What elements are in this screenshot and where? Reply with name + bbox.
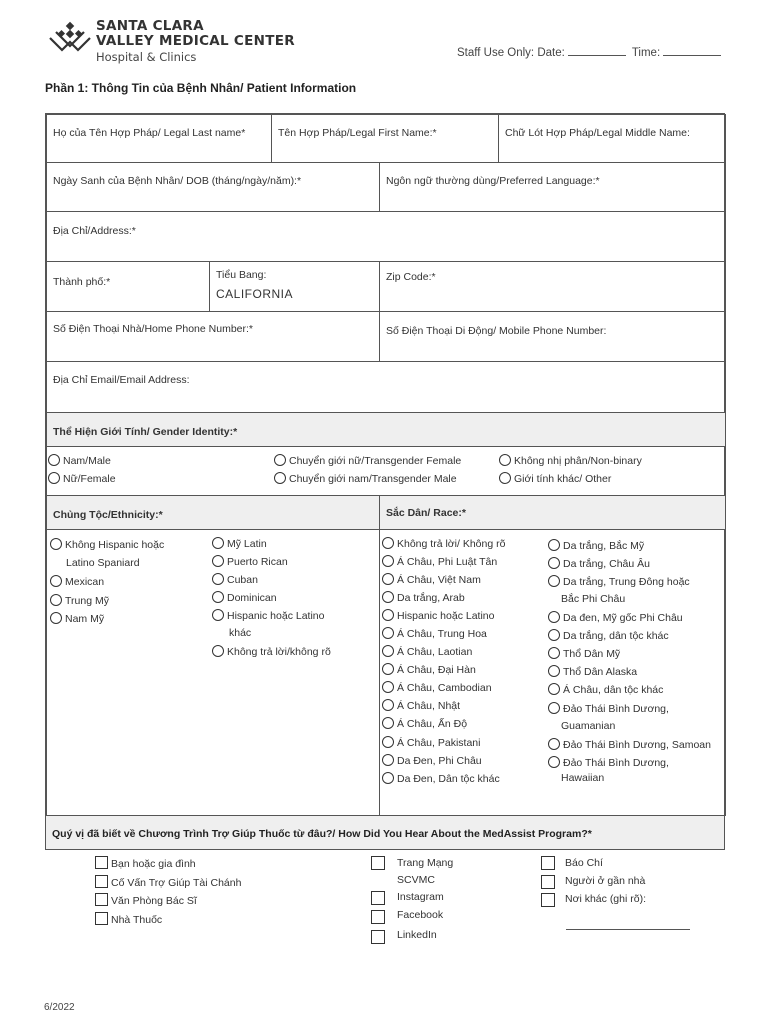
ethnicity-option-label-cont: khác: [229, 627, 252, 639]
radio-icon[interactable]: [382, 555, 394, 567]
referral-checkbox-linkedin[interactable]: [371, 930, 385, 944]
race-option-asian-other[interactable]: [548, 683, 663, 697]
referral-option-pharmacy[interactable]: [95, 912, 162, 927]
org-name-line2: VALLEY MEDICAL CENTER: [96, 33, 295, 49]
race-option-samoan[interactable]: [548, 738, 711, 752]
radio-icon[interactable]: [50, 594, 62, 606]
radio-icon[interactable]: [212, 591, 224, 603]
logo-icon: [48, 20, 92, 60]
referral-option-financial-counselor[interactable]: [95, 875, 241, 890]
race-option-label: Hispanic hoặc Latino: [397, 610, 495, 622]
race-option-native-american[interactable]: [548, 647, 620, 661]
radio-icon[interactable]: [48, 472, 60, 484]
race-option-label: Á Châu, dân tộc khác: [563, 684, 664, 696]
race-option-label: Á Châu, Việt Nam: [397, 574, 481, 586]
race-option-label-cont: Hawaiian: [561, 772, 605, 784]
race-option-label-cont: Guamanian: [561, 720, 616, 732]
address-label: Địa Chỉ/Address:*: [53, 225, 136, 237]
radio-icon[interactable]: [212, 573, 224, 585]
race-option-label: Da trắng, Arab: [397, 592, 465, 604]
referral-option-doctor-office[interactable]: [95, 893, 197, 908]
gender-option-female[interactable]: [48, 472, 116, 486]
checkbox-icon[interactable]: [95, 856, 108, 869]
referral-option-other: Nơi khác (ghi rõ):: [565, 893, 646, 905]
radio-icon[interactable]: [382, 591, 394, 603]
radio-icon[interactable]: [548, 683, 560, 695]
radio-icon[interactable]: [274, 472, 286, 484]
race-option-alaska-native[interactable]: [548, 665, 637, 679]
referral-other-blank[interactable]: [566, 929, 690, 930]
radio-icon[interactable]: [382, 609, 394, 621]
address-field[interactable]: [46, 211, 726, 262]
ethnicity-heading-cell: [46, 495, 380, 530]
ethnicity-option-dominican[interactable]: [212, 591, 277, 605]
checkbox-icon[interactable]: [95, 875, 108, 888]
gender-option-nonbinary[interactable]: [499, 454, 642, 468]
radio-icon[interactable]: [499, 454, 511, 466]
ethnicity-option-non-hispanic[interactable]: [50, 538, 164, 552]
radio-icon[interactable]: [548, 629, 560, 641]
radio-icon[interactable]: [548, 647, 560, 659]
race-option-black-other[interactable]: [382, 772, 500, 786]
checkbox-icon[interactable]: [95, 912, 108, 925]
radio-icon[interactable]: [499, 472, 511, 484]
radio-icon[interactable]: [382, 537, 394, 549]
org-subtitle: Hospital & Clinics: [96, 50, 197, 64]
ethnicity-option-label: Trung Mỹ: [65, 595, 109, 607]
race-option-laotian[interactable]: [382, 645, 472, 659]
radio-icon[interactable]: [548, 557, 560, 569]
race-option-label: Á Châu, Nhật: [397, 700, 461, 712]
race-option-filipino[interactable]: [382, 555, 497, 569]
gender-option-other[interactable]: [499, 472, 611, 486]
race-option-label: Á Châu, Pakistani: [397, 737, 481, 749]
race-option-japanese[interactable]: [382, 699, 460, 713]
race-option-african-american[interactable]: [548, 611, 683, 625]
radio-icon[interactable]: [548, 665, 560, 677]
ethnicity-option-label: Không trả lời/không rõ: [227, 646, 331, 658]
referral-option-family[interactable]: [95, 856, 196, 871]
radio-icon[interactable]: [212, 645, 224, 657]
ethnicity-option-other-hispanic[interactable]: [212, 609, 324, 623]
gender-option-trans-male[interactable]: [274, 472, 457, 486]
radio-icon[interactable]: [50, 538, 62, 550]
home-phone-field[interactable]: [46, 311, 380, 362]
checkbox-icon[interactable]: [95, 893, 108, 906]
form-revision-date: 6/2022: [44, 1002, 75, 1013]
email-label: Địa Chỉ Email/Email Address:: [53, 374, 190, 386]
staff-time-blank[interactable]: [663, 47, 721, 56]
ethnicity-option-label: Mỹ Latin: [227, 538, 267, 550]
staff-use-line: [457, 47, 724, 59]
gender-option-male[interactable]: [48, 454, 111, 468]
zip-field[interactable]: [379, 261, 726, 312]
ethnicity-option-label-cont: Latino Spaniard: [66, 557, 140, 569]
referral-option-label: Bạn hoặc gia đình: [111, 858, 196, 870]
race-option-indian[interactable]: [382, 717, 467, 731]
radio-icon[interactable]: [382, 754, 394, 766]
referral-checkbox-other[interactable]: [541, 893, 555, 907]
ethnicity-option-central-american[interactable]: [50, 594, 109, 608]
dob-field[interactable]: [46, 162, 380, 212]
referral-heading: Quý vị đã biết về Chương Trình Trợ Giúp Thuốc từ đâu?/ How Did You Hear About the MedAssist Program?*: [52, 828, 592, 840]
referral-option-website-cont: SCVMC: [397, 874, 435, 886]
referral-checkbox-newspaper[interactable]: [541, 856, 555, 870]
state-field[interactable]: [209, 261, 380, 312]
referral-option-neighbor: Người ở gần nhà: [565, 875, 646, 887]
radio-icon[interactable]: [382, 772, 394, 784]
ethnicity-option-label: Cuban: [227, 574, 258, 586]
ethnicity-option-south-american[interactable]: [50, 612, 104, 626]
referral-checkbox-facebook[interactable]: [371, 910, 385, 924]
race-option-label: Thổ Dân Mỹ: [563, 648, 621, 660]
first-name-field[interactable]: [271, 114, 499, 163]
ethnicity-option-label: Hispanic hoặc Latino: [227, 610, 325, 622]
race-option-label: Á Châu, Phi Luật Tân: [397, 556, 498, 568]
referral-option-newspaper: Báo Chí: [565, 857, 603, 869]
race-option-label: Da trắng, Châu Âu: [563, 558, 650, 570]
gender-option-label: Chuyển giới nữ/Transgender Female: [289, 455, 462, 467]
ethnicity-option-label: Nam Mỹ: [65, 613, 105, 625]
state-value: CALIFORNIA: [216, 287, 294, 301]
middle-name-label: Chữ Lót Hợp Pháp/Legal Middle Name:: [505, 127, 690, 139]
referral-option-linkedin: LinkedIn: [397, 929, 437, 941]
radio-icon[interactable]: [548, 738, 560, 750]
race-option-white-middle-eastern[interactable]: [548, 575, 690, 589]
zip-label: Zip Code:*: [386, 271, 436, 283]
race-heading-cell: [379, 495, 726, 530]
race-option-label: Thổ Dân Alaska: [563, 666, 638, 678]
race-option-arab[interactable]: [382, 591, 465, 605]
ethnicity-option-label: Mexican: [65, 576, 105, 588]
radio-icon[interactable]: [548, 756, 560, 768]
radio-icon[interactable]: [50, 612, 62, 624]
org-name-line1: SANTA CLARA: [96, 18, 204, 34]
race-option-label: Không trả lời/ Không rõ: [397, 538, 506, 550]
language-field[interactable]: [379, 162, 726, 212]
race-option-vietnamese[interactable]: [382, 573, 481, 587]
referral-option-label: Văn Phòng Bác Sĩ: [111, 895, 197, 907]
race-option-african[interactable]: [382, 754, 482, 768]
radio-icon[interactable]: [212, 537, 224, 549]
race-option-label: Da Đen, Phi Châu: [397, 755, 482, 767]
race-heading: Sắc Dân/ Race:*: [386, 507, 466, 519]
referral-checkbox-instagram[interactable]: [371, 891, 385, 905]
radio-icon[interactable]: [382, 681, 394, 693]
race-option-white-european[interactable]: [548, 557, 650, 571]
staff-date-label: Staff Use Only: Date:: [457, 47, 565, 59]
race-option-label: Da trắng, Trung Đông hoặc: [563, 576, 690, 588]
ethnicity-option-label: Không Hispanic hoặc: [65, 539, 165, 551]
referral-checkbox-website[interactable]: [371, 856, 385, 870]
ethnicity-option-unknown[interactable]: [212, 645, 331, 659]
radio-icon[interactable]: [48, 454, 60, 466]
last-name-field[interactable]: [46, 114, 272, 163]
race-option-label: Da trắng, dân tộc khác: [563, 630, 669, 642]
ethnicity-option-latin-american[interactable]: [212, 537, 267, 551]
city-field[interactable]: [46, 261, 210, 312]
referral-option-website: Trang Mạng: [397, 857, 454, 869]
referral-option-label: Cố Vấn Trợ Giúp Tài Chánh: [111, 877, 242, 889]
race-option-label: Á Châu, Đại Hàn: [397, 664, 476, 676]
mobile-phone-field[interactable]: [379, 311, 726, 362]
gender-option-trans-female[interactable]: [274, 454, 461, 468]
radio-icon[interactable]: [382, 645, 394, 657]
radio-icon[interactable]: [548, 539, 560, 551]
race-option-white-north-american[interactable]: [548, 539, 644, 553]
ethnicity-option-mexican[interactable]: [50, 575, 104, 589]
race-option-label: Á Châu, Cambodian: [397, 682, 492, 694]
staff-time-label: Time:: [631, 47, 661, 59]
race-option-white-other[interactable]: [548, 629, 669, 643]
race-option-label: Đảo Thái Bình Dương,: [563, 757, 669, 769]
radio-icon[interactable]: [548, 575, 560, 587]
radio-icon[interactable]: [382, 573, 394, 585]
radio-icon[interactable]: [382, 663, 394, 675]
race-option-label: Da Đen, Dân tộc khác: [397, 773, 500, 785]
race-option-label: Da trắng, Bắc Mỹ: [563, 540, 645, 552]
radio-icon[interactable]: [382, 627, 394, 639]
race-option-label: Đảo Thái Bình Dương, Samoan: [563, 739, 711, 751]
race-option-hispanic[interactable]: [382, 609, 494, 623]
referral-heading-cell: [45, 815, 725, 850]
race-option-hawaiian[interactable]: [548, 756, 669, 770]
race-option-label: Á Châu, Ấn Độ: [397, 718, 468, 730]
section-title: Phần 1: Thông Tin của Bệnh Nhân/ Patient Information: [45, 81, 357, 95]
race-option-label: Á Châu, Laotian: [397, 646, 473, 658]
referral-checkbox-neighbor[interactable]: [541, 875, 555, 889]
ethnicity-option-label: Puerto Rican: [227, 556, 288, 568]
referral-option-label: Nhà Thuốc: [111, 914, 163, 926]
referral-option-instagram: Instagram: [397, 891, 444, 903]
first-name-label: Tên Hợp Pháp/Legal First Name:*: [278, 127, 437, 139]
gender-option-label: Không nhị phân/Non-binary: [514, 455, 642, 467]
city-label: Thành phố:*: [53, 276, 111, 288]
race-option-cambodian[interactable]: [382, 681, 492, 695]
gender-option-label: Nữ/Female: [63, 473, 116, 485]
radio-icon[interactable]: [212, 555, 224, 567]
last-name-label: Họ của Tên Hợp Pháp/ Legal Last name*: [53, 127, 246, 139]
home-phone-label: Số Điện Thoại Nhà/Home Phone Number:*: [53, 323, 253, 335]
race-option-guamanian[interactable]: [548, 702, 669, 716]
race-option-label-cont: Bắc Phi Châu: [561, 593, 626, 605]
email-field[interactable]: [46, 361, 726, 413]
race-option-label: Á Châu, Trung Hoa: [397, 628, 487, 640]
middle-name-field[interactable]: [498, 114, 726, 163]
gender-option-label: Giới tính khác/ Other: [514, 473, 612, 485]
state-label: Tiểu Bang:: [216, 269, 267, 281]
radio-icon[interactable]: [382, 699, 394, 711]
radio-icon[interactable]: [50, 575, 62, 587]
gender-heading-cell: [46, 412, 726, 447]
race-option-label: Đảo Thái Bình Dương,: [563, 703, 669, 715]
ethnicity-heading: Chủng Tộc/Ethnicity:*: [53, 509, 163, 521]
radio-icon[interactable]: [382, 736, 394, 748]
race-option-unknown[interactable]: [382, 537, 505, 551]
radio-icon[interactable]: [548, 611, 560, 623]
language-label: Ngôn ngữ thường dùng/Preferred Language:*: [386, 175, 600, 187]
ethnicity-option-cuban[interactable]: [212, 573, 258, 587]
race-option-chinese[interactable]: [382, 627, 487, 641]
referral-option-facebook: Facebook: [397, 909, 444, 921]
radio-icon[interactable]: [548, 702, 560, 714]
staff-date-blank[interactable]: [568, 47, 626, 56]
dob-label: Ngày Sanh của Bệnh Nhân/ DOB (tháng/ngày/năm):*: [53, 175, 302, 187]
ethnicity-option-label: Dominican: [227, 592, 277, 604]
race-option-pakistani[interactable]: [382, 736, 480, 750]
radio-icon[interactable]: [382, 717, 394, 729]
mobile-phone-label: Số Điện Thoại Di Động/ Mobile Phone Number:: [386, 325, 607, 337]
gender-option-label: Chuyển giới nam/Transgender Male: [289, 473, 457, 485]
ethnicity-option-puerto-rican[interactable]: [212, 555, 288, 569]
radio-icon[interactable]: [212, 609, 224, 621]
race-option-label: Da đen, Mỹ gốc Phi Châu: [563, 612, 683, 624]
gender-option-label: Nam/Male: [63, 455, 111, 467]
radio-icon[interactable]: [274, 454, 286, 466]
gender-heading: Thể Hiện Giới Tính/ Gender Identity:*: [53, 426, 238, 438]
race-option-korean[interactable]: [382, 663, 476, 677]
